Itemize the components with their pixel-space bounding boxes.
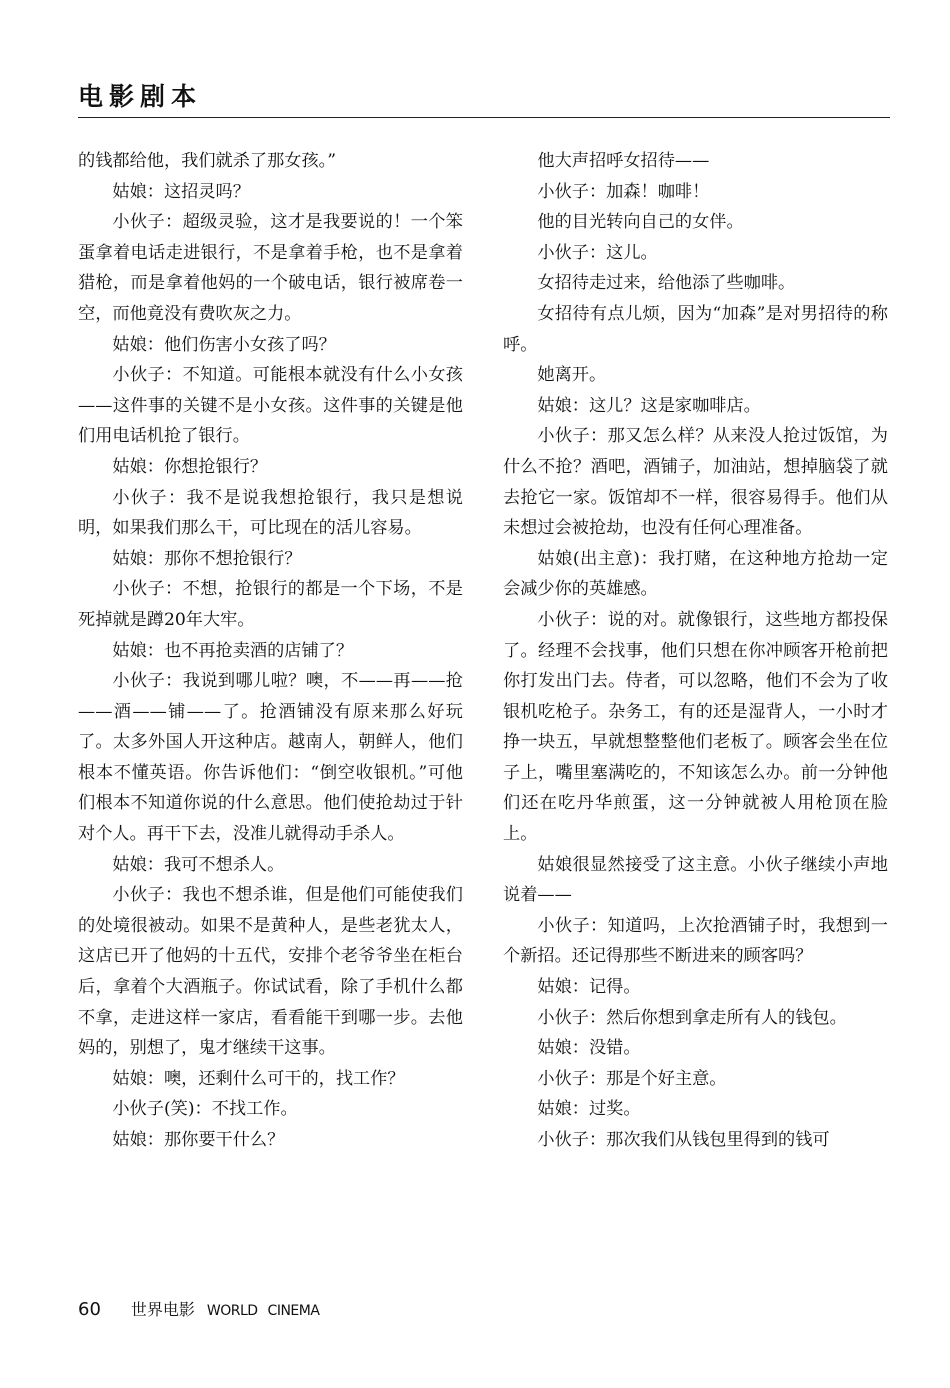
paragraph: 女招待走过来，给他添了些咖啡。 (537, 273, 796, 294)
paragraph: 姑娘：这儿？这是家咖啡店。 (537, 395, 761, 416)
paragraph: 小伙子：不想，抢银行的都是一个下场，不是死掉就是蹲20年大牢。 (78, 579, 463, 630)
paragraph: 小伙子：加森！咖啡！ (537, 181, 710, 202)
header-divider (78, 117, 890, 118)
paragraph: 小伙子：说的对。就像银行，这些地方都投保了。经理不会找事，他们只想在你冲顾客开枪前把你打发出门去。侍者，可以忽略，他们不会为了收银机吃枪子。杂务工，有的还是湿背人，一小时才挣一块五，早就想整整他们老板了。顾客会坐在位子上，嘴里塞满吃的，不知该怎么办。前一分钟他们还在吃丹华煎蛋，这一分钟就被人用枪顶在脸上。 (503, 609, 888, 845)
page-footer (78, 1296, 319, 1324)
paragraph: 姑娘：那你不想抢银行？ (112, 548, 302, 569)
paragraph: 姑娘：那你要干什么？ (112, 1130, 285, 1150)
paragraph: 女招待有点儿烦，因为“加森”是对男招待的称呼。 (503, 303, 888, 355)
paragraph: 她离开。 (537, 365, 607, 386)
paragraph: 小伙子：那是个好主意。 (537, 1068, 727, 1089)
page-number: 60 (78, 1299, 101, 1320)
paragraph: 姑娘：记得。 (537, 977, 641, 998)
paragraph: 小伙子：超级灵验，这才是我要说的！一个笨蛋拿着电话走进银行，不是拿着手枪，也不是拿着猎枪，而是拿着他妈的一个破电话，银行被席卷一空，而他竟没有费吹灰之力。 (78, 212, 463, 324)
paragraph: 他大声招呼女招待—— (537, 151, 710, 171)
section-title: 电影剧本 (78, 82, 203, 111)
magazine-name-en: WORLD CINEMA (206, 1303, 320, 1319)
paragraph: 姑娘：过奖。 (537, 1099, 641, 1120)
paragraph: 姑娘：他们伤害小女孩了吗？ (112, 334, 336, 355)
paragraph: 小伙子：知道吗，上次抢酒铺子时，我想到一个新招。还记得那些不断进来的顾客吗？ (503, 915, 888, 967)
paragraph: 姑娘：噢，还剩什么可干的，找工作？ (112, 1068, 405, 1089)
paragraph: 的钱都给他，我们就杀了那女孩。” (78, 151, 337, 171)
paragraph: 小伙子：不知道。可能根本就没有什么小女孩——这件事的关键不是小女孩。这件事的关键是他们用电话机抢了银行。 (78, 365, 463, 447)
paragraph: 小伙子：那次我们从钱包里得到的钱可 (537, 1130, 830, 1150)
paragraph: 小伙子：然后你想到拿走所有人的钱包。 (537, 1007, 847, 1028)
paragraph: 小伙子：那又怎么样？从来没人抢过饭馆，为什么不抢？酒吧，酒铺子，加油站，想掉脑袋了就去抢它一家。饭馆却不一样，很容易得手。他们从未想过会被抢劫，也没有任何心理准备。 (503, 426, 888, 539)
paragraph: 姑娘：你想抢银行？ (112, 456, 268, 477)
paragraph: 姑娘：也不再抢卖酒的店铺了？ (112, 640, 354, 661)
paragraph: 姑娘：没错。 (537, 1038, 641, 1059)
magazine-name-cn: 世界电影 (130, 1300, 195, 1319)
paragraph: 姑娘：这招灵吗？ (112, 181, 250, 202)
paragraph: 小伙子(笑)：不找工作。 (112, 1099, 298, 1120)
paragraph: 姑娘：我可不想杀人。 (112, 854, 285, 875)
right-column (503, 146, 888, 1156)
left-column (78, 146, 463, 1156)
paragraph: 小伙子：我说到哪儿啦？噢，不——再——抢——酒——铺——了。抢酒铺没有原来那么好玩了。太多外国人开这种店。越南人，朝鲜人，他们根本不懂英语。你告诉他们：“倒空收银机。”可他们根本不知道你说的什么意思。他们使抢劫过于针对个人。再干下去，没准儿就得动手杀人。 (78, 671, 463, 845)
paragraph: 小伙子：我不是说我想抢银行，我只是想说明，如果我们那么干，可比现在的活儿容易。 (78, 487, 463, 539)
paragraph: 小伙子：我也不想杀谁，但是他们可能使我们的处境很被动。如果不是黄种人，是些老犹太人，这店已开了他妈的十五代，安排个老爷爷坐在柜台后，拿着个大酒瓶子。你试试看，除了手机什么都不拿，走进这样一家店，看看能干到哪一步。去他妈的，别想了，鬼才继续干这事。 (78, 885, 463, 1059)
page-header (78, 80, 890, 114)
paragraph: 姑娘(出主意)：我打赌，在这种地方抢劫一定会减少你的英雄感。 (503, 548, 888, 600)
paragraph: 他的目光转向自己的女伴。 (537, 212, 744, 233)
paragraph: 小伙子：这儿。 (537, 242, 658, 263)
paragraph: 姑娘很显然接受了这主意。小伙子继续小声地说着—— (503, 854, 888, 906)
